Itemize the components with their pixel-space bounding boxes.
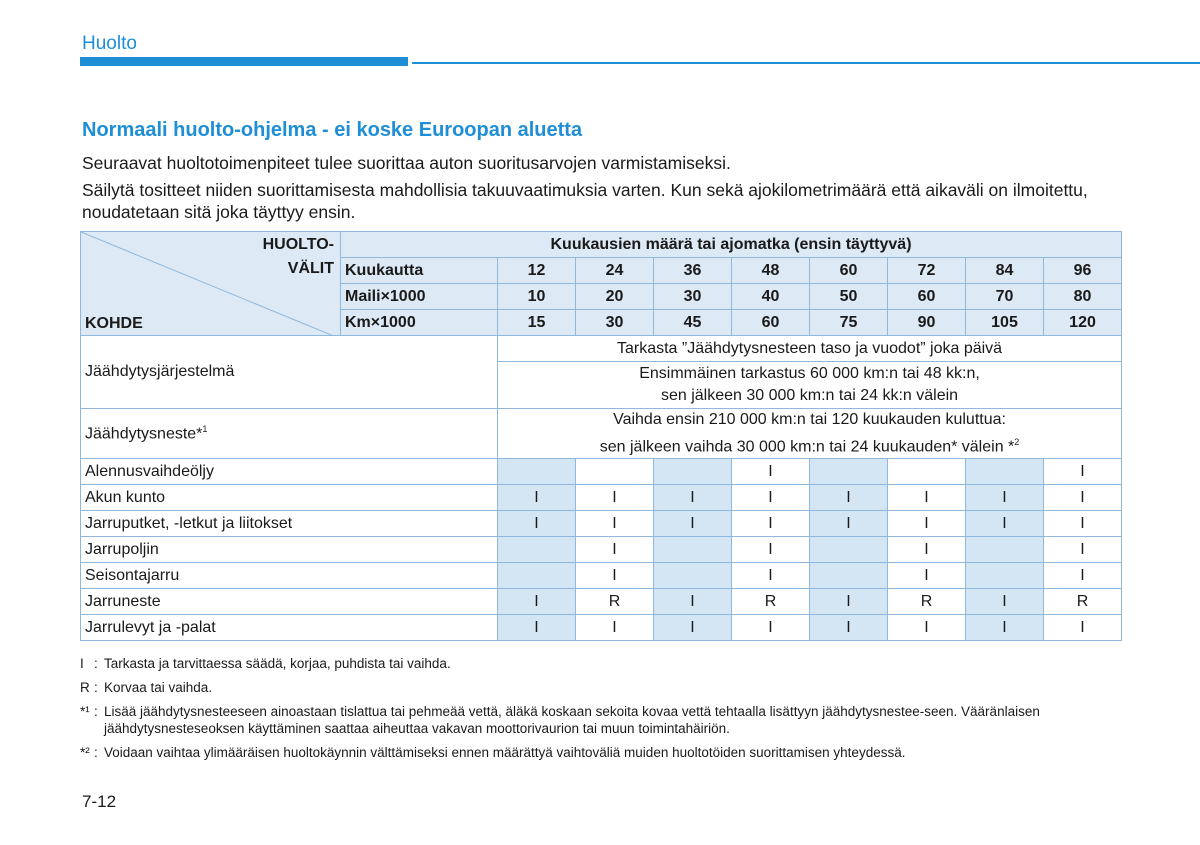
- table-row: [81, 589, 1122, 615]
- schedule-cell: [654, 563, 732, 589]
- schedule-cell: I: [576, 537, 654, 563]
- item-label: Jarruputket, -letkut ja liitokset: [81, 511, 498, 537]
- interval-value: 15: [498, 310, 576, 336]
- schedule-cell: I: [810, 511, 888, 537]
- item-label: Jäähdytysjärjestelmä: [81, 336, 498, 409]
- schedule-cell: R: [888, 589, 966, 615]
- item-label: Jarruneste: [81, 589, 498, 615]
- interval-value: 84: [966, 258, 1044, 284]
- schedule-cell: I: [654, 589, 732, 615]
- note-line: Vaihda ensin 210 000 km:n tai 120 kuukauden kuluttua:: [613, 411, 1006, 428]
- schedule-cell: R: [576, 589, 654, 615]
- schedule-cell: I: [1044, 485, 1122, 511]
- schedule-cell: I: [732, 485, 810, 511]
- interval-unit-label: Km×1000: [341, 310, 498, 336]
- interval-value: 70: [966, 284, 1044, 310]
- interval-value: 105: [966, 310, 1044, 336]
- coolant-system-note-interval: [498, 362, 1122, 409]
- interval-value: 30: [654, 284, 732, 310]
- interval-value: 60: [732, 310, 810, 336]
- schedule-cell: I: [1044, 511, 1122, 537]
- schedule-cell: [654, 459, 732, 485]
- item-label: Jarrulevyt ja -palat: [81, 615, 498, 641]
- schedule-cell: I: [810, 615, 888, 641]
- maintenance-schedule-table: [80, 231, 1122, 641]
- interval-value: 50: [810, 284, 888, 310]
- schedule-cell: I: [498, 511, 576, 537]
- schedule-cell: [810, 459, 888, 485]
- section-title: Huolto: [82, 33, 137, 54]
- footnote-item: [80, 744, 1110, 761]
- footnote-separator: :: [94, 704, 98, 719]
- footnote-separator: :: [94, 680, 98, 695]
- item-label: Seisontajarru: [81, 563, 498, 589]
- footnote-key: *¹: [80, 704, 90, 719]
- schedule-cell: I: [966, 615, 1044, 641]
- item-label: [81, 409, 498, 459]
- footnote-ref: 1: [202, 424, 208, 434]
- schedule-cell: I: [966, 589, 1044, 615]
- schedule-cell: I: [966, 511, 1044, 537]
- schedule-cell: R: [732, 589, 810, 615]
- schedule-cell: I: [888, 537, 966, 563]
- interval-value: 24: [576, 258, 654, 284]
- schedule-cell: [966, 563, 1044, 589]
- schedule-cell: [498, 459, 576, 485]
- interval-value: 80: [1044, 284, 1122, 310]
- schedule-cell: [966, 459, 1044, 485]
- note-line: Ensimmäinen tarkastus 60 000 km:n tai 48 kk:n,: [639, 365, 980, 382]
- header-rule-thin: [412, 62, 1200, 64]
- table-row: [81, 511, 1122, 537]
- schedule-cell: I: [576, 485, 654, 511]
- item-label: Jarrupoljin: [81, 537, 498, 563]
- corner-label-item: KOHDE: [85, 315, 143, 332]
- schedule-cell: [498, 563, 576, 589]
- schedule-cell: [498, 537, 576, 563]
- schedule-cell: R: [1044, 589, 1122, 615]
- schedule-cell: I: [654, 485, 732, 511]
- schedule-cell: I: [1044, 563, 1122, 589]
- schedule-cell: I: [576, 615, 654, 641]
- footnote-key: I: [80, 656, 84, 671]
- interval-value: 60: [888, 284, 966, 310]
- schedule-cell: [888, 459, 966, 485]
- footnote-item: [80, 655, 1110, 672]
- interval-value: 72: [888, 258, 966, 284]
- schedule-cell: [810, 537, 888, 563]
- schedule-cell: I: [654, 615, 732, 641]
- footnote-ref: 2: [1014, 437, 1020, 447]
- schedule-cell: I: [732, 459, 810, 485]
- schedule-cell: I: [498, 589, 576, 615]
- schedule-cell: [654, 537, 732, 563]
- interval-value: 75: [810, 310, 888, 336]
- interval-value: 20: [576, 284, 654, 310]
- header-rule-thick: [80, 57, 408, 66]
- intro-paragraph-1: Seuraavat huoltotoimenpiteet tulee suorittaa auton suoritusarvojen varmistamiseksi.: [82, 153, 731, 173]
- footnote-key: R: [80, 680, 90, 695]
- footnote-item: [80, 703, 1110, 737]
- note-line-text: sen jälkeen vaihda 30 000 km:n tai 24 kuukauden* välein *: [599, 438, 1015, 456]
- schedule-cell: I: [576, 563, 654, 589]
- schedule-cell: I: [498, 615, 576, 641]
- schedule-cell: [576, 459, 654, 485]
- footnotes: [80, 655, 1110, 768]
- note-line: [502, 431, 1117, 458]
- interval-span-header: Kuukausien määrä tai ajomatka (ensin täyttyvä): [341, 232, 1122, 258]
- footnote-text: Tarkasta ja tarvittaessa säädä, korjaa, puhdista tai vaihda.: [104, 656, 451, 671]
- interval-value: 36: [654, 258, 732, 284]
- item-label: Akun kunto: [81, 485, 498, 511]
- schedule-cell: I: [732, 511, 810, 537]
- schedule-cell: I: [810, 589, 888, 615]
- schedule-cell: [966, 537, 1044, 563]
- interval-value: 45: [654, 310, 732, 336]
- intro-paragraph-2: Säilytä tositteet niiden suorittamisesta mahdollisia takuuvaatimuksia varten. Kun sekä ajokilometrimäärä että aikaväli on ilmoitettu, noudatetaan sitä joka täyttyy ensin.: [82, 180, 1088, 222]
- schedule-cell: I: [1044, 459, 1122, 485]
- schedule-cell: I: [654, 511, 732, 537]
- interval-value: 120: [1044, 310, 1122, 336]
- footnote-separator: :: [94, 656, 98, 671]
- footnote-text: Korvaa tai vaihda.: [104, 680, 213, 695]
- schedule-cell: I: [810, 485, 888, 511]
- schedule-cell: I: [732, 537, 810, 563]
- schedule-cell: I: [732, 563, 810, 589]
- coolant-system-note-daily: Tarkasta ”Jäähdytysnesteen taso ja vuodot” joka päivä: [498, 336, 1122, 362]
- footnote-item: [80, 679, 1110, 696]
- schedule-cell: I: [966, 485, 1044, 511]
- corner-label-intervals-1: HUOLTO-: [262, 236, 334, 253]
- table-row: [81, 459, 1122, 485]
- corner-label-intervals-2: VÄLIT: [287, 260, 334, 277]
- table-row: [81, 563, 1122, 589]
- interval-value: 48: [732, 258, 810, 284]
- coolant-replacement-note: [498, 409, 1122, 459]
- page-heading: Normaali huolto-ohjelma - ei koske Euroopan aluetta: [82, 119, 583, 141]
- table-row: [81, 615, 1122, 641]
- schedule-cell: I: [1044, 537, 1122, 563]
- interval-value: 96: [1044, 258, 1122, 284]
- table-row: [81, 485, 1122, 511]
- interval-value: 90: [888, 310, 966, 336]
- schedule-cell: I: [888, 615, 966, 641]
- interval-value: 10: [498, 284, 576, 310]
- table-corner-header: [81, 232, 341, 336]
- schedule-cell: I: [1044, 615, 1122, 641]
- interval-unit-label: Maili×1000: [341, 284, 498, 310]
- interval-unit-label: Kuukautta: [341, 258, 498, 284]
- footnote-text: Voidaan vaihtaa ylimääräisen huoltokäynnin välttämiseksi ennen määrättyä vaihtoväliä muiden huoltotöiden suorittamisen yhteydessä.: [104, 745, 906, 760]
- footnote-text: Lisää jäähdytysnesteeseen ainoastaan tislattua tai pehmeää vettä, äläkä koskaan sekoita kovaa vettä tehtaalla lisättyyn jäähdytysnestee-seen. Vääränlaisen jäähdytysnesteseoksen käyttäminen saattaa aiheuttaa vakavan moottorivaurion tai muun toimintahäiriön.: [104, 704, 1040, 736]
- table-row: [81, 409, 1122, 459]
- schedule-cell: [810, 563, 888, 589]
- page-number: 7-12: [82, 792, 117, 811]
- schedule-cell: I: [498, 485, 576, 511]
- table-row: [81, 537, 1122, 563]
- schedule-cell: I: [576, 511, 654, 537]
- interval-value: 40: [732, 284, 810, 310]
- interval-value: 30: [576, 310, 654, 336]
- note-line: sen jälkeen 30 000 km:n tai 24 kk:n välein: [660, 387, 959, 404]
- schedule-cell: I: [888, 563, 966, 589]
- schedule-cell: I: [888, 485, 966, 511]
- interval-value: 60: [810, 258, 888, 284]
- schedule-cell: I: [732, 615, 810, 641]
- table-row: [81, 336, 1122, 362]
- interval-value: 12: [498, 258, 576, 284]
- item-label: Alennusvaihdeöljy: [81, 459, 498, 485]
- footnote-separator: :: [94, 745, 98, 760]
- footnote-key: *²: [80, 745, 90, 760]
- item-label-text: Jäähdytysneste*: [85, 425, 203, 443]
- schedule-cell: I: [888, 511, 966, 537]
